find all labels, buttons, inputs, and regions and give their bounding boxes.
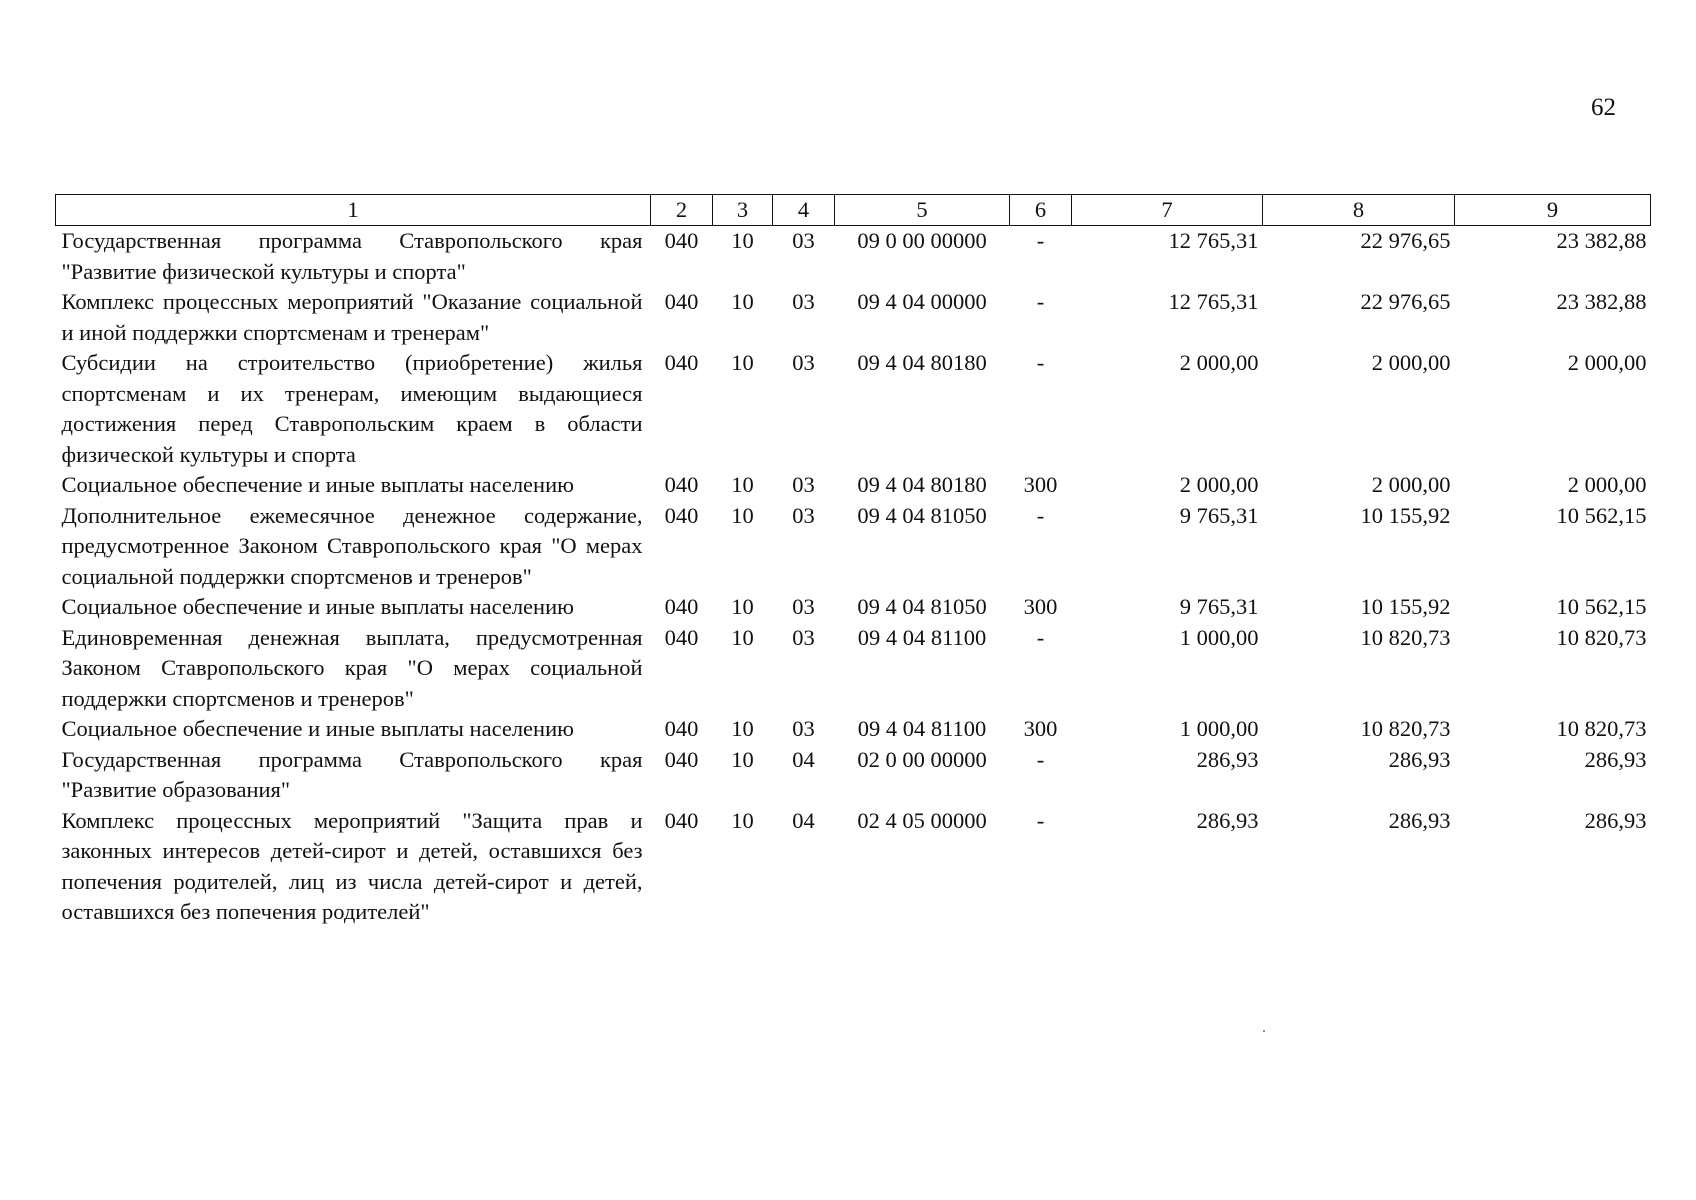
row-target-code: 09 0 00 00000 <box>857 228 987 253</box>
table-header <box>56 195 1651 226</box>
row-ministry-code: 040 <box>664 350 699 375</box>
row-ministry-code: 040 <box>664 289 699 314</box>
row-amount-8: 10 155,92 <box>1360 594 1451 619</box>
row-name: Комплекс процессных мероприятий "Оказание социальной и иной поддержки спортсменам и тренерам" <box>61 289 643 345</box>
row-expense-type: 300 <box>1023 472 1058 497</box>
table-body <box>56 226 1651 928</box>
header-cell-4: 4 <box>773 195 835 226</box>
row-amount-7: 2 000,00 <box>1179 472 1259 497</box>
row-target-code: 02 0 00 00000 <box>857 746 987 772</box>
row-ministry-code: 040 <box>664 716 699 741</box>
row-expense-type: - <box>1036 746 1045 772</box>
row-amount-9: 2 000,00 <box>1567 472 1647 497</box>
row-subsection-code: 03 <box>792 716 815 741</box>
row-ministry-code: 040 <box>664 228 699 253</box>
row-amount-9: 10 820,73 <box>1556 624 1647 650</box>
row-amount-7: 9 765,31 <box>1179 502 1259 528</box>
table-row <box>56 348 1651 470</box>
row-expense-type: - <box>1036 807 1045 833</box>
row-subsection-code: 04 <box>792 807 815 833</box>
table-row <box>56 592 1651 623</box>
row-amount-7: 1 000,00 <box>1179 716 1259 741</box>
row-target-code: 09 4 04 80180 <box>857 350 987 375</box>
row-subsection-code: 03 <box>792 289 815 314</box>
row-expense-type: 300 <box>1023 716 1058 741</box>
row-amount-7: 12 765,31 <box>1168 228 1259 253</box>
row-target-code: 09 4 04 81100 <box>857 716 987 741</box>
row-target-code: 09 4 04 81100 <box>857 624 987 650</box>
table-row <box>56 745 1651 806</box>
row-name: Единовременная денежная выплата, предусмотренная Законом Ставропольского края "О мерах социальной поддержки спортсменов и тренеров" <box>61 624 643 711</box>
header-cell-3: 3 <box>713 195 773 226</box>
row-amount-9: 10 562,15 <box>1556 502 1647 528</box>
row-name: Социальное обеспечение и иные выплаты населению <box>61 716 574 741</box>
row-name: Социальное обеспечение и иные выплаты населению <box>61 472 574 497</box>
header-cell-7: 7 <box>1072 195 1263 226</box>
row-amount-7: 9 765,31 <box>1179 594 1259 619</box>
row-target-code: 02 4 05 00000 <box>857 807 987 833</box>
row-amount-7: 2 000,00 <box>1179 350 1259 375</box>
row-expense-type: 300 <box>1023 594 1058 619</box>
table-row <box>56 714 1651 745</box>
row-section-code: 10 <box>731 624 754 650</box>
row-section-code: 10 <box>731 746 754 772</box>
row-amount-8: 286,93 <box>1388 746 1451 772</box>
row-expense-type: - <box>1036 350 1045 375</box>
row-section-code: 10 <box>731 594 754 619</box>
row-target-code: 09 4 04 80180 <box>857 472 987 497</box>
row-section-code: 10 <box>731 472 754 497</box>
row-name: Социальное обеспечение и иные выплаты населению <box>61 594 574 619</box>
row-ministry-code: 040 <box>664 502 699 528</box>
row-ministry-code: 040 <box>664 624 699 650</box>
row-amount-8: 10 820,73 <box>1360 716 1451 741</box>
row-amount-9: 286,93 <box>1584 807 1647 833</box>
row-amount-8: 2 000,00 <box>1371 472 1451 497</box>
row-amount-9: 286,93 <box>1584 746 1647 772</box>
scan-speck <box>1263 1030 1265 1032</box>
row-target-code: 09 4 04 00000 <box>857 289 987 314</box>
header-cell-6: 6 <box>1010 195 1072 226</box>
row-amount-8: 22 976,65 <box>1360 289 1451 314</box>
row-name: Субсидии на строительство (приобретение) жилья спортсменам и их тренерам, имеющим выдающиеся достижения перед Ставропольским краем в области физической культуры и спорта <box>61 350 643 467</box>
table-row <box>56 226 1651 288</box>
row-section-code: 10 <box>731 502 754 528</box>
table-row <box>56 287 1651 348</box>
row-expense-type: - <box>1036 502 1045 528</box>
row-subsection-code: 04 <box>792 746 815 772</box>
row-subsection-code: 03 <box>792 472 815 497</box>
table-row <box>56 623 1651 715</box>
row-amount-8: 2 000,00 <box>1371 350 1451 375</box>
row-subsection-code: 03 <box>792 350 815 375</box>
table-row <box>56 501 1651 593</box>
table-row <box>56 470 1651 501</box>
row-ministry-code: 040 <box>664 472 699 497</box>
row-expense-type: - <box>1036 228 1045 253</box>
row-target-code: 09 4 04 81050 <box>857 594 987 619</box>
header-cell-8: 8 <box>1263 195 1455 226</box>
row-amount-8: 10 155,92 <box>1360 502 1451 528</box>
row-amount-7: 1 000,00 <box>1179 624 1259 650</box>
row-amount-7: 286,93 <box>1196 807 1259 833</box>
row-name: Комплекс процессных мероприятий "Защита прав и законных интересов детей-сирот и детей, оставшихся без попечения родителей, лиц из числа детей-сирот и детей, оставшихся без попечения родителей" <box>61 807 643 924</box>
budget-table <box>55 194 1651 928</box>
row-amount-7: 12 765,31 <box>1168 289 1259 314</box>
row-section-code: 10 <box>731 807 754 833</box>
row-ministry-code: 040 <box>664 594 699 619</box>
row-amount-8: 10 820,73 <box>1360 624 1451 650</box>
row-section-code: 10 <box>731 289 754 314</box>
page-number: 62 <box>1591 94 1616 121</box>
row-amount-8: 22 976,65 <box>1360 228 1451 253</box>
row-amount-9: 10 820,73 <box>1556 716 1647 741</box>
header-cell-1: 1 <box>56 195 651 226</box>
row-ministry-code: 040 <box>664 746 699 772</box>
row-subsection-code: 03 <box>792 502 815 528</box>
row-name: Дополнительное ежемесячное денежное содержание, предусмотренное Законом Ставропольского края "О мерах социальной поддержки спортсменов и тренеров" <box>61 502 643 589</box>
row-expense-type: - <box>1036 624 1045 650</box>
header-row <box>56 195 1651 226</box>
table-row <box>56 806 1651 928</box>
header-cell-2: 2 <box>651 195 713 226</box>
row-amount-7: 286,93 <box>1196 746 1259 772</box>
header-cell-5: 5 <box>835 195 1010 226</box>
header-cell-9: 9 <box>1455 195 1651 226</box>
row-subsection-code: 03 <box>792 624 815 650</box>
row-subsection-code: 03 <box>792 594 815 619</box>
row-amount-9: 23 382,88 <box>1556 289 1647 314</box>
row-name: Государственная программа Ставропольского края "Развитие физической культуры и спорта" <box>61 228 643 284</box>
row-section-code: 10 <box>731 350 754 375</box>
row-amount-9: 23 382,88 <box>1556 228 1647 253</box>
row-section-code: 10 <box>731 228 754 253</box>
row-ministry-code: 040 <box>664 807 699 833</box>
row-amount-9: 10 562,15 <box>1556 594 1647 619</box>
row-section-code: 10 <box>731 716 754 741</box>
row-expense-type: - <box>1036 289 1045 314</box>
row-amount-8: 286,93 <box>1388 807 1451 833</box>
row-subsection-code: 03 <box>792 228 815 253</box>
row-amount-9: 2 000,00 <box>1567 350 1647 375</box>
row-target-code: 09 4 04 81050 <box>857 502 987 528</box>
row-name: Государственная программа Ставропольского края "Развитие образования" <box>61 746 643 802</box>
